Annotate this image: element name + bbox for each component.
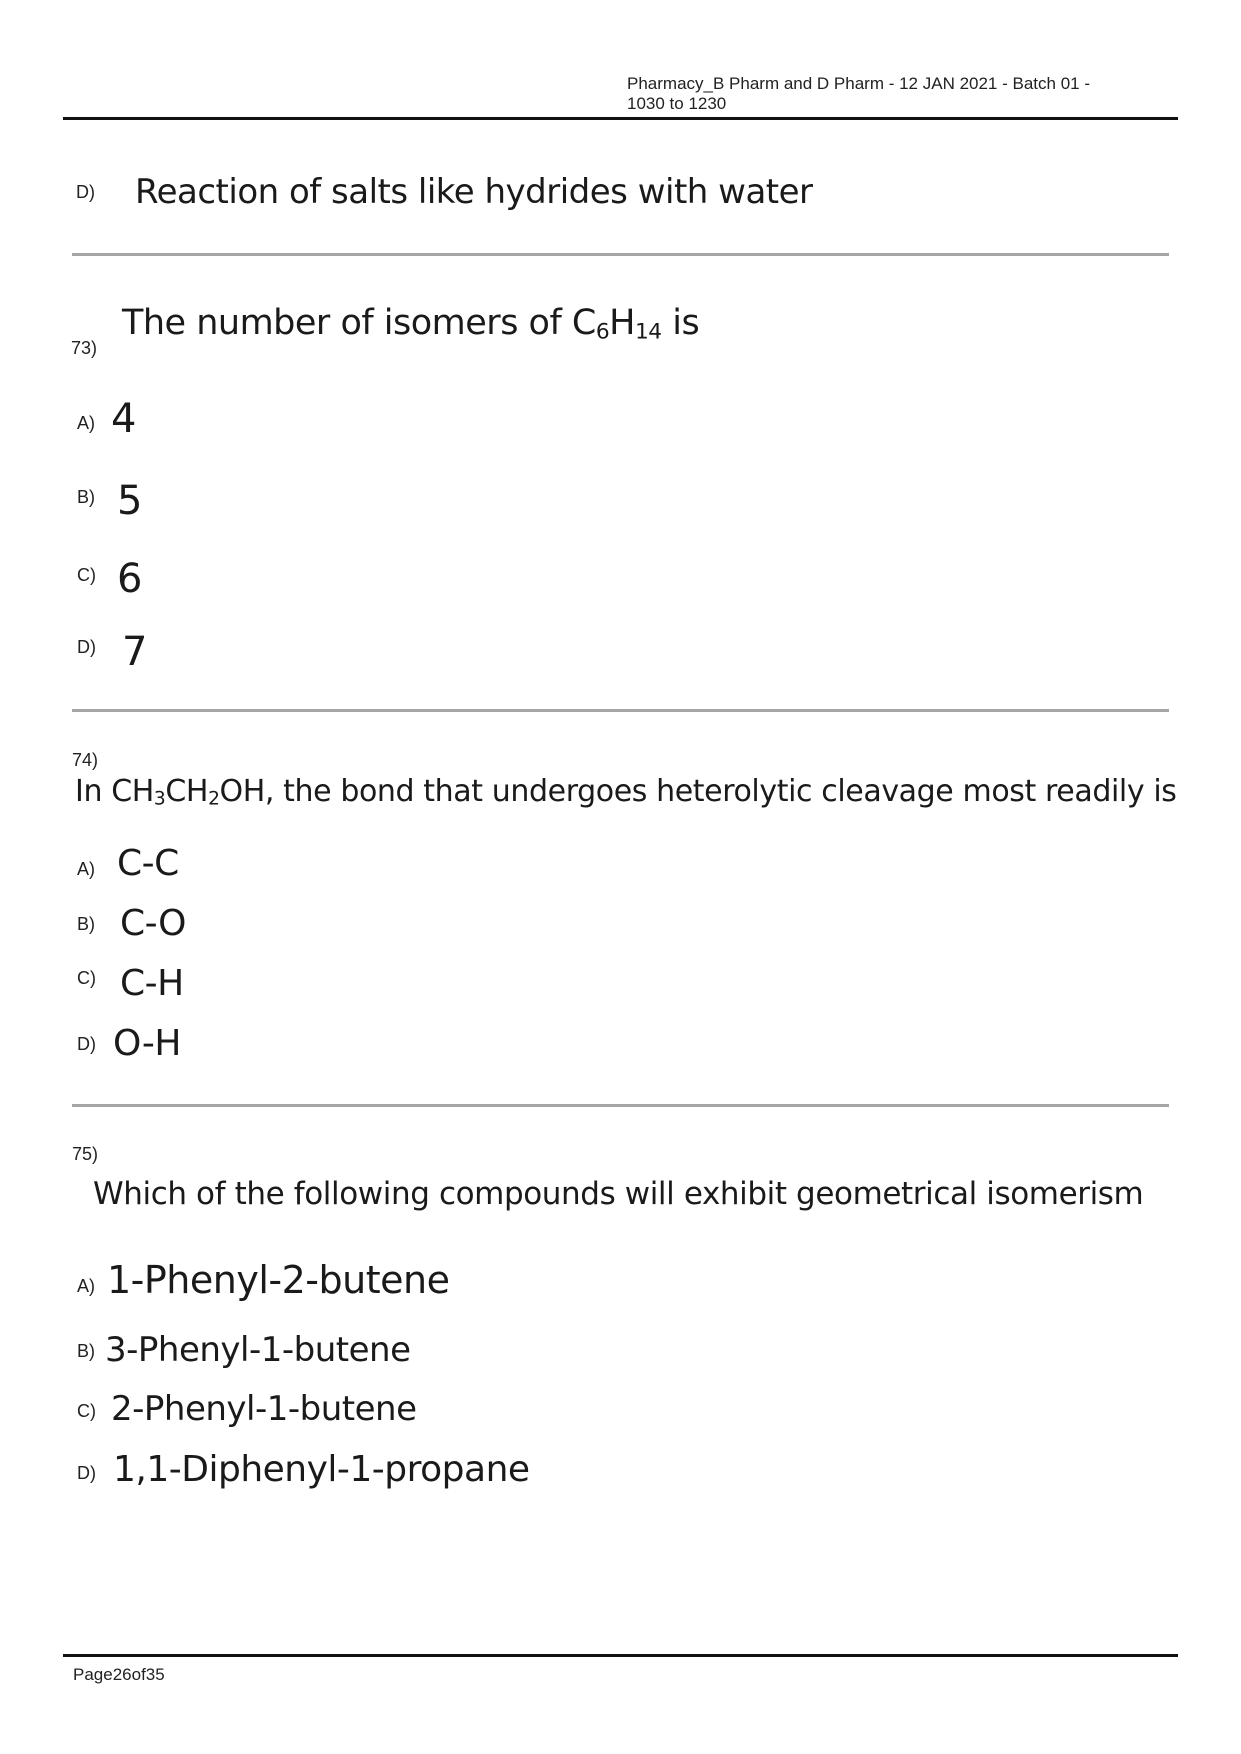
q75-option-c-text: 2-Phenyl-1-butene <box>111 1389 417 1429</box>
q75-option-b-label: B) <box>77 1341 95 1361</box>
q75-option-a-label: A) <box>77 1276 95 1296</box>
q75-option-a-text: 1-Phenyl-2-butene <box>107 1258 450 1302</box>
q75-text: Which of the following compounds will exhibit geometrical isomerism <box>93 1176 1144 1212</box>
separator-1 <box>72 253 1169 256</box>
q75-option-d-label: D) <box>77 1463 96 1483</box>
page-number: Page26of35 <box>73 1665 165 1684</box>
q73-option-b-text: 5 <box>117 478 142 524</box>
q73-option-d-text: 7 <box>122 629 147 675</box>
header-rule <box>63 117 1178 120</box>
prev-option-d-text: Reaction of salts like hydrides with water <box>135 172 813 212</box>
prev-option-d-label: D) <box>76 182 95 202</box>
q73-option-a-label: A) <box>77 413 95 433</box>
q74-option-c-label: C) <box>77 968 96 988</box>
q73-option-c-label: C) <box>77 565 96 585</box>
q74-option-d-label: D) <box>77 1034 96 1054</box>
q75-option-c-label: C) <box>77 1401 96 1421</box>
q74-number: 74) <box>72 750 99 770</box>
q75-option-d-text: 1,1-Diphenyl-1-propane <box>113 1449 530 1490</box>
q73-option-a-text: 4 <box>111 396 136 442</box>
header-line-2: 1030 to 1230 <box>627 94 727 113</box>
q75-number: 75) <box>72 1144 99 1164</box>
q74-text: In $CH_3CH_2OH$, the bond that undergoes heterolytic cleavage most readily is <box>75 774 1177 810</box>
page-header <box>627 74 1147 114</box>
q73-number: 73) <box>71 338 98 358</box>
q73-option-c-text: 6 <box>117 556 142 602</box>
q74-option-b-text: C-O <box>120 903 186 944</box>
separator-3 <box>72 1104 1169 1107</box>
q74-option-a-text: C-C <box>117 843 179 884</box>
q73-option-b-label: B) <box>77 487 95 507</box>
q74-option-c-text: C-H <box>120 963 184 1004</box>
q73-text: The number of isomers of $C_6H_{14}$ is <box>122 303 700 345</box>
q75-option-b-text: 3-Phenyl-1-butene <box>105 1330 411 1370</box>
header-line-1: Pharmacy_B Pharm and D Pharm - 12 JAN 2021 - Batch 01 - <box>627 74 1090 93</box>
q74-option-b-label: B) <box>77 914 95 934</box>
separator-2 <box>72 709 1169 712</box>
footer-rule <box>63 1654 1178 1657</box>
q74-option-d-text: O-H <box>113 1023 181 1064</box>
q73-option-d-label: D) <box>77 637 96 657</box>
q74-option-a-label: A) <box>77 859 95 879</box>
